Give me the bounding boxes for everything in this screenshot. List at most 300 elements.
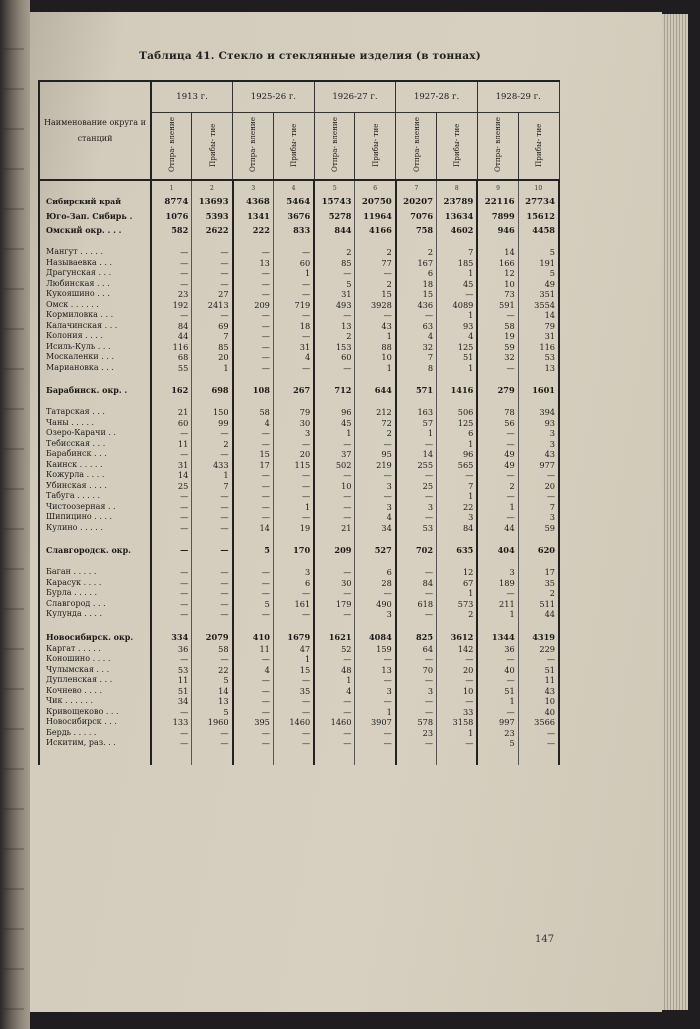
spacer-cell (233, 533, 274, 543)
station-name: Чулымская . . . (39, 665, 151, 676)
station-name: Чаны . . . . . (39, 418, 151, 429)
spacer-row (39, 237, 559, 247)
dispatch-value: 25 (151, 481, 192, 492)
arrival-value: 93 (518, 418, 559, 429)
station-name: Калачинская . . . (39, 321, 151, 332)
arrival-value: 4 (273, 352, 314, 363)
page-number: 147 (535, 934, 555, 945)
header-dispatch (477, 113, 518, 181)
table-body (39, 195, 559, 765)
spacer-cell (355, 373, 396, 383)
spacer-cell (355, 749, 396, 765)
arrival-value: 1 (355, 707, 396, 718)
spacer-cell (437, 373, 478, 383)
spacer-cell (273, 620, 314, 630)
column-number-blank (39, 180, 151, 195)
header-arrival (355, 113, 396, 181)
arrival-value: 3 (355, 502, 396, 513)
arrival-value: 4 (437, 331, 478, 342)
station-name: Каинск . . . . . (39, 460, 151, 471)
dispatch-value: — (151, 268, 192, 279)
table-row (39, 258, 559, 269)
dispatch-value: 502 (314, 460, 355, 471)
arrival-value: 13 (355, 665, 396, 676)
dispatch-value: — (314, 728, 355, 739)
arrival-value: 49 (518, 279, 559, 290)
arrival-value: — (192, 268, 233, 279)
page-stack-edge (662, 14, 688, 1010)
table-row (39, 460, 559, 471)
spacer-cell (518, 533, 559, 543)
arrival-value: 3158 (437, 717, 478, 728)
table-row (39, 578, 559, 589)
arrival-value: 3907 (355, 717, 396, 728)
spacer-cell (314, 557, 355, 567)
dispatch-value: — (151, 707, 192, 718)
dispatch-value: 31 (314, 289, 355, 300)
dispatch-value: 2 (477, 481, 518, 492)
dispatch-value: 1 (477, 502, 518, 513)
arrival-value: 15612 (518, 209, 559, 223)
dispatch-value: — (151, 578, 192, 589)
dispatch-value: 85 (314, 258, 355, 269)
dispatch-value: 1460 (314, 717, 355, 728)
dispatch-value: 14 (151, 470, 192, 481)
spacer-cell (477, 557, 518, 567)
dispatch-value: — (233, 470, 274, 481)
arrival-value: 6 (355, 567, 396, 578)
spacer-cell (151, 373, 192, 383)
dispatch-value: — (151, 279, 192, 290)
arrival-value: 3 (355, 686, 396, 697)
spacer-cell (151, 620, 192, 630)
dispatch-value: — (233, 686, 274, 697)
dispatch-value: — (151, 609, 192, 620)
station-name: Баган . . . . . (39, 567, 151, 578)
arrival-value: — (192, 728, 233, 739)
station-name: Колония . . . . (39, 331, 151, 342)
dispatch-value: 34 (151, 696, 192, 707)
dispatch-value: 48 (314, 665, 355, 676)
arrival-value: 267 (273, 383, 314, 397)
dispatch-value: 166 (477, 258, 518, 269)
arrival-value: 99 (192, 418, 233, 429)
arrival-value: 1 (437, 310, 478, 321)
arrival-value: 1 (355, 331, 396, 342)
dispatch-value: 15743 (314, 195, 355, 209)
dispatch-value: 591 (477, 300, 518, 311)
dispatch-value: 60 (151, 418, 192, 429)
arrival-value: 85 (192, 342, 233, 353)
column-number: 2 (192, 180, 233, 195)
spacer-cell (518, 373, 559, 383)
dispatch-value: 4 (314, 686, 355, 697)
column-number: 8 (437, 180, 478, 195)
station-name: Кочнево . . . . (39, 686, 151, 697)
arrival-value: — (355, 268, 396, 279)
dispatch-value: — (314, 502, 355, 513)
header-year-1913: 1913 г. (151, 81, 233, 113)
spacer-cell (477, 749, 518, 765)
arrival-value: 96 (437, 449, 478, 460)
arrival-value: — (192, 588, 233, 599)
table-row (39, 289, 559, 300)
dispatch-value: 1621 (314, 630, 355, 644)
table-row (39, 321, 559, 332)
dispatch-value: 8774 (151, 195, 192, 209)
header-dispatch (314, 113, 355, 181)
dispatch-value: — (233, 310, 274, 321)
table-row (39, 418, 559, 429)
arrival-value: 644 (355, 383, 396, 397)
spacer-cell (437, 533, 478, 543)
station-name: Новосибирск . . . (39, 717, 151, 728)
arrival-value: — (192, 738, 233, 749)
dispatch-value: 13 (314, 321, 355, 332)
arrival-value: 433 (192, 460, 233, 471)
spacer-cell (437, 237, 478, 247)
arrival-value: 5 (192, 707, 233, 718)
dispatch-value: 4368 (233, 195, 274, 209)
arrival-value: 3 (518, 512, 559, 523)
station-name: Бурла . . . . . (39, 588, 151, 599)
arrival-value: — (192, 247, 233, 258)
dispatch-value: 13 (233, 258, 274, 269)
header-name-column: Наименование округа и станций (39, 81, 151, 180)
spacer-cell (273, 557, 314, 567)
spacer-row (39, 749, 559, 765)
arrival-value: 4 (355, 512, 396, 523)
dispatch-value: 436 (396, 300, 437, 311)
dispatch-value: — (477, 428, 518, 439)
dispatch-value: — (233, 502, 274, 513)
dispatch-value: — (151, 449, 192, 460)
station-name: Называевка . . . (39, 258, 151, 269)
arrival-value: — (273, 491, 314, 502)
header-year-1928: 1928-29 г. (477, 81, 559, 113)
arrival-value: 10 (355, 352, 396, 363)
arrival-value: 1 (273, 502, 314, 513)
dispatch-value: 70 (396, 665, 437, 676)
station-name: Озеро-Карачи . . (39, 428, 151, 439)
arrival-value: 93 (437, 321, 478, 332)
table-row (39, 717, 559, 728)
dispatch-value: — (151, 310, 192, 321)
station-name: Бердь . . . . . (39, 728, 151, 739)
arrival-value: 3554 (518, 300, 559, 311)
dispatch-value: 21 (314, 523, 355, 534)
arrival-value: 43 (518, 449, 559, 460)
arrival-value: — (437, 470, 478, 481)
dispatch-value: 32 (477, 352, 518, 363)
arrival-value: 69 (192, 321, 233, 332)
arrival-value: — (273, 696, 314, 707)
spacer-cell (518, 397, 559, 407)
station-name: Славгород . . . (39, 599, 151, 610)
table-row (39, 512, 559, 523)
station-name: Кормиловка . . . (39, 310, 151, 321)
dispatch-value: 25 (396, 481, 437, 492)
dispatch-value: 108 (233, 383, 274, 397)
dispatch-value: 18 (396, 279, 437, 290)
dispatch-value: 53 (396, 523, 437, 534)
dispatch-value: 712 (314, 383, 355, 397)
dispatch-value: 23 (477, 728, 518, 739)
arrival-value: 5 (518, 268, 559, 279)
dispatch-value: — (233, 512, 274, 523)
table-row (39, 428, 559, 439)
dispatch-value: — (233, 578, 274, 589)
spacer-cell (39, 533, 151, 543)
arrival-value: 2079 (192, 630, 233, 644)
table-row (39, 363, 559, 374)
arrival-value: 13634 (437, 209, 478, 223)
arrival-value: 7 (437, 481, 478, 492)
arrival-value: 4084 (355, 630, 396, 644)
dispatch-value: 1344 (477, 630, 518, 644)
spacer-cell (233, 237, 274, 247)
arrival-value: 161 (273, 599, 314, 610)
spacer-cell (396, 749, 437, 765)
spacer-cell (437, 557, 478, 567)
dispatch-value: — (233, 331, 274, 342)
dispatch-value: — (151, 247, 192, 258)
dispatch-value: 20207 (396, 195, 437, 209)
dispatch-value: 179 (314, 599, 355, 610)
dispatch-value: — (396, 696, 437, 707)
arrival-value: — (355, 675, 396, 686)
table-row (39, 407, 559, 418)
dispatch-value: — (233, 342, 274, 353)
dispatch-value: 5 (477, 738, 518, 749)
dispatch-value: — (396, 470, 437, 481)
dispatch-value: 1 (314, 428, 355, 439)
dispatch-value: — (233, 491, 274, 502)
spacer-cell (192, 373, 233, 383)
arrival-value: 14 (192, 686, 233, 697)
arrival-value: 7 (192, 331, 233, 342)
arrival-value: 79 (518, 321, 559, 332)
arrival-value: 185 (437, 258, 478, 269)
dispatch-value: 702 (396, 543, 437, 557)
dispatch-value: — (151, 523, 192, 534)
arrival-value: — (192, 654, 233, 665)
arrival-value: — (518, 654, 559, 665)
dispatch-value: — (233, 654, 274, 665)
dispatch-value: 255 (396, 460, 437, 471)
arrival-value: 27 (192, 289, 233, 300)
spacer-cell (151, 557, 192, 567)
header-sub-label: Прибы- тие (370, 123, 380, 167)
header-year-1926: 1926-27 г. (314, 81, 396, 113)
spacer-cell (314, 397, 355, 407)
arrival-value: — (518, 738, 559, 749)
arrival-value: 635 (437, 543, 478, 557)
table-row (39, 383, 559, 397)
arrival-value: 2 (355, 428, 396, 439)
spacer-cell (39, 557, 151, 567)
dispatch-value: 22116 (477, 195, 518, 209)
dispatch-value: — (314, 707, 355, 718)
arrival-value: 53 (518, 352, 559, 363)
spacer-cell (518, 749, 559, 765)
arrival-value: 18 (273, 321, 314, 332)
dispatch-value: 2 (314, 331, 355, 342)
arrival-value: — (273, 609, 314, 620)
dispatch-value: 12 (477, 268, 518, 279)
spacer-cell (192, 620, 233, 630)
dispatch-value: 55 (151, 363, 192, 374)
station-name: Тебисская . . . (39, 439, 151, 450)
arrival-value: 51 (518, 665, 559, 676)
table-row (39, 523, 559, 534)
dispatch-value: 40 (477, 665, 518, 676)
dispatch-value: 49 (477, 449, 518, 460)
spacer-cell (477, 237, 518, 247)
dispatch-value: 32 (396, 342, 437, 353)
dispatch-value: 7 (396, 352, 437, 363)
arrival-value: — (273, 331, 314, 342)
header-arrival (518, 113, 559, 181)
dispatch-value: — (396, 512, 437, 523)
arrival-value: 15 (273, 665, 314, 676)
header-sub-label: Прибы- тие (207, 123, 217, 167)
spacer-cell (355, 620, 396, 630)
table-row (39, 675, 559, 686)
spacer-cell (151, 749, 192, 765)
table-row (39, 502, 559, 513)
arrival-value: 19 (273, 523, 314, 534)
arrival-value: 977 (518, 460, 559, 471)
arrival-value: 34 (355, 523, 396, 534)
dispatch-value: 6 (396, 268, 437, 279)
station-name: Любинская . . . (39, 279, 151, 290)
dispatch-value: — (477, 654, 518, 665)
arrival-value: 1 (273, 268, 314, 279)
dispatch-value: 1 (314, 675, 355, 686)
arrival-value: — (355, 588, 396, 599)
table-row (39, 342, 559, 353)
dispatch-value: — (477, 363, 518, 374)
table-row (39, 686, 559, 697)
dispatch-value: 58 (233, 407, 274, 418)
arrival-value: 22 (192, 665, 233, 676)
dispatch-value: 68 (151, 352, 192, 363)
arrival-value: 77 (355, 258, 396, 269)
dispatch-value: 3 (477, 567, 518, 578)
arrival-value: — (192, 543, 233, 557)
arrival-value: 13693 (192, 195, 233, 209)
arrival-value: — (273, 512, 314, 523)
dispatch-value: — (396, 738, 437, 749)
arrival-value: 115 (273, 460, 314, 471)
arrival-value: 1960 (192, 717, 233, 728)
dispatch-value: 844 (314, 223, 355, 237)
spacer-cell (192, 397, 233, 407)
station-name: Славгородск. окр. (39, 543, 151, 557)
arrival-value: 11964 (355, 209, 396, 223)
dispatch-value: 14 (396, 449, 437, 460)
spacer-cell (273, 237, 314, 247)
arrival-value: 27734 (518, 195, 559, 209)
dispatch-value: — (477, 470, 518, 481)
dispatch-value: — (151, 654, 192, 665)
arrival-value: 150 (192, 407, 233, 418)
spacer-cell (437, 749, 478, 765)
dispatch-value: 758 (396, 223, 437, 237)
arrival-value: 116 (518, 342, 559, 353)
dispatch-value: — (151, 567, 192, 578)
arrival-value: 7 (518, 502, 559, 513)
spacer-cell (477, 533, 518, 543)
arrival-value: 17 (518, 567, 559, 578)
spacer-cell (477, 397, 518, 407)
arrival-value: 20 (518, 481, 559, 492)
column-number: 10 (518, 180, 559, 195)
column-number: 1 (151, 180, 192, 195)
data-table (38, 80, 560, 765)
spacer-cell (151, 533, 192, 543)
station-name: Сибирский край (39, 195, 151, 209)
station-name: Барабинск. окр. . (39, 383, 151, 397)
station-name: Кулино . . . . . (39, 523, 151, 534)
dispatch-value: — (233, 268, 274, 279)
arrival-value: 4602 (437, 223, 478, 237)
spacer-cell (39, 620, 151, 630)
arrival-value: 2 (355, 247, 396, 258)
arrival-value: — (437, 696, 478, 707)
station-name: Мангут . . . . . (39, 247, 151, 258)
spacer-cell (192, 749, 233, 765)
arrival-value: 31 (273, 342, 314, 353)
dispatch-value: — (233, 428, 274, 439)
spine-texture (2, 10, 24, 1010)
arrival-value: 3 (355, 481, 396, 492)
arrival-value: 212 (355, 407, 396, 418)
station-name: Дупленская . . . (39, 675, 151, 686)
book-spine (0, 0, 30, 1029)
table-row (39, 470, 559, 481)
arrival-value: 47 (273, 644, 314, 655)
arrival-value: 5 (518, 247, 559, 258)
station-name: Убинская . . . . (39, 481, 151, 492)
arrival-value: 3612 (437, 630, 478, 644)
dispatch-value: 10 (314, 481, 355, 492)
dispatch-value: 84 (151, 321, 192, 332)
arrival-value: 719 (273, 300, 314, 311)
header-year-1925: 1925-26 г. (233, 81, 315, 113)
arrival-value: — (192, 523, 233, 534)
station-name: Кривощеково . . . (39, 707, 151, 718)
dispatch-value: 163 (396, 407, 437, 418)
station-name: Чистоозерная . . (39, 502, 151, 513)
header-sub-label: Отпра- вление (493, 117, 503, 173)
arrival-value: 1601 (518, 383, 559, 397)
station-name: Шипицино . . . . (39, 512, 151, 523)
dispatch-value: — (396, 654, 437, 665)
dispatch-value: — (151, 543, 192, 557)
dispatch-value: 618 (396, 599, 437, 610)
dispatch-value: — (314, 588, 355, 599)
arrival-value: 1 (437, 728, 478, 739)
arrival-value: — (192, 310, 233, 321)
station-name: Искитим, раз. . . (39, 738, 151, 749)
dispatch-value: 3 (396, 502, 437, 513)
spacer-cell (233, 397, 274, 407)
arrival-value: 60 (273, 258, 314, 269)
arrival-value: — (192, 279, 233, 290)
arrival-value: 5393 (192, 209, 233, 223)
